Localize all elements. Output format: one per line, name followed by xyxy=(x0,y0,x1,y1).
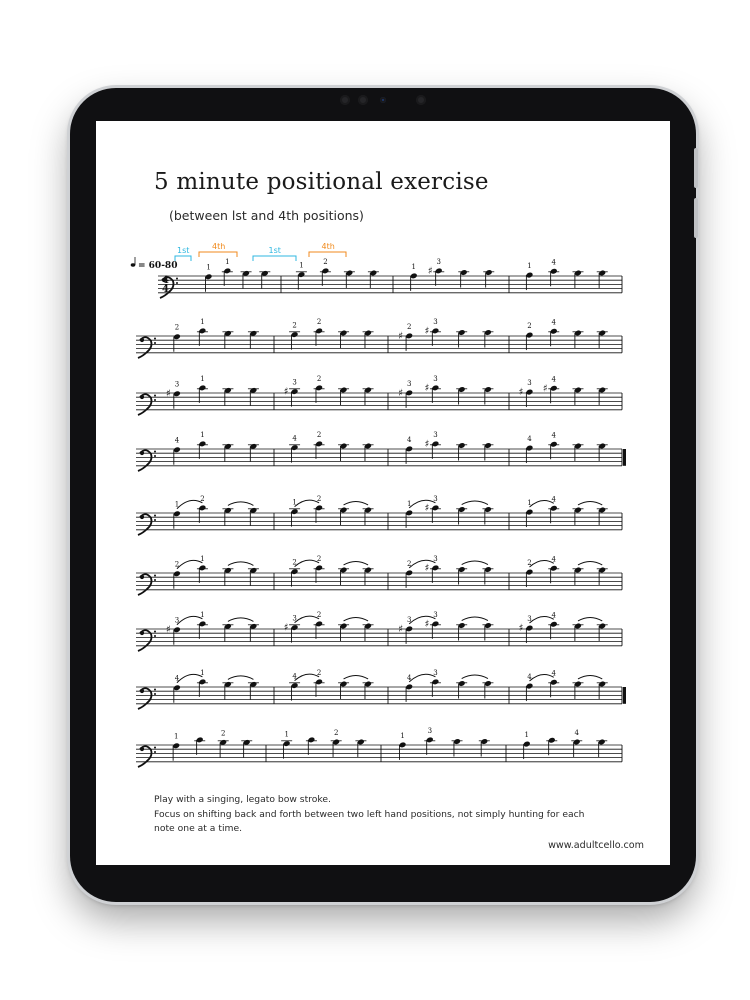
fingering-number: 4 xyxy=(551,318,557,327)
bass-clef-dot xyxy=(154,689,156,691)
fingering-number: 1 xyxy=(400,731,405,740)
fingering-number: 4 xyxy=(551,258,557,267)
fingering-number: 1 xyxy=(200,430,205,439)
sharp-sign: ♯ xyxy=(424,562,430,574)
time-signature-bottom: 4 xyxy=(162,284,169,295)
fingering-number: 3 xyxy=(433,610,438,619)
fingering-number: 4 xyxy=(574,728,580,737)
fingering-number: 4 xyxy=(551,669,557,678)
bass-clef-dot xyxy=(154,515,156,517)
slur-mark xyxy=(174,674,203,683)
fingering-number: 4 xyxy=(551,375,557,384)
fingering-number: 4 xyxy=(292,672,297,681)
fingering-number: 2 xyxy=(406,322,412,331)
fingering-number: 1 xyxy=(527,262,532,271)
fingering-number: 3 xyxy=(433,668,438,677)
final-barline xyxy=(623,687,626,704)
slur-mark xyxy=(406,499,435,508)
bass-clef-dot xyxy=(140,575,144,579)
fingering-number: 4 xyxy=(406,435,412,444)
fingering-number: 1 xyxy=(527,499,532,508)
slur-mark xyxy=(578,617,602,621)
fingering-number: 2 xyxy=(316,494,322,503)
fingering-number: 2 xyxy=(333,728,339,737)
volume-up-button[interactable] xyxy=(694,148,698,188)
instruction-line: Focus on shifting back and forth between two left hand positions, not simply hunting for each xyxy=(154,808,585,820)
fingering-number: 2 xyxy=(316,554,322,563)
slur-mark xyxy=(228,562,254,566)
fingering-number: 1 xyxy=(292,498,297,507)
fingering-number: 3 xyxy=(406,379,412,388)
final-barline xyxy=(623,449,626,466)
bass-clef-dot xyxy=(154,751,156,753)
fingering-number: 2 xyxy=(174,323,180,332)
staff-system xyxy=(136,375,622,415)
fingering-number: 2 xyxy=(316,610,322,619)
fingering-number: 2 xyxy=(316,317,322,326)
sharp-sign: ♯ xyxy=(165,388,171,400)
position-label: 1st xyxy=(177,246,190,255)
page-subtitle: (between lst and 4th positions) xyxy=(169,208,364,223)
slur-mark xyxy=(174,500,203,509)
slur-mark xyxy=(174,560,203,569)
bass-clef-dot xyxy=(140,338,144,342)
staff-system xyxy=(136,669,626,709)
bass-clef-dot xyxy=(176,278,178,280)
fingering-number: 3 xyxy=(427,726,433,735)
slur-mark xyxy=(344,675,369,679)
slur-mark xyxy=(406,615,435,624)
camera-lens-icon xyxy=(340,95,350,105)
position-label: 4th xyxy=(212,242,226,251)
slur-mark xyxy=(462,501,488,505)
sharp-sign: ♯ xyxy=(398,387,404,399)
staff-system xyxy=(136,727,622,767)
bass-clef-dot xyxy=(140,451,144,455)
sharp-sign: ♯ xyxy=(427,265,433,277)
bass-clef-dot xyxy=(140,747,144,751)
fingering-number: 2 xyxy=(316,374,322,383)
fingering-number: 3 xyxy=(527,615,532,624)
fingering-number: 4 xyxy=(551,555,557,564)
fingering-number: 4 xyxy=(527,435,532,444)
staff-system xyxy=(136,555,622,595)
fingering-number: 2 xyxy=(174,560,180,569)
fingering-number: 4 xyxy=(551,611,557,620)
fingering-number: 3 xyxy=(292,378,297,387)
bass-clef-dot xyxy=(176,282,178,284)
slur-mark xyxy=(529,617,553,624)
fingering-number: 4 xyxy=(551,495,557,504)
slur-mark xyxy=(228,676,254,680)
bass-clef-dot xyxy=(154,342,156,344)
fingering-number: 4 xyxy=(551,431,557,440)
fingering-number: 2 xyxy=(221,729,226,738)
fingering-number: 1 xyxy=(174,732,179,741)
bass-clef-dot xyxy=(154,455,156,457)
fingering-number: 3 xyxy=(527,379,532,388)
staff-system xyxy=(136,318,622,358)
fingering-number: 1 xyxy=(284,730,289,739)
camera-bar xyxy=(330,93,440,107)
slur-mark xyxy=(529,501,553,508)
fingering-number: 1 xyxy=(200,374,205,383)
sensor-icon xyxy=(358,95,368,105)
staff-system xyxy=(136,431,626,471)
sharp-sign: ♯ xyxy=(398,623,404,635)
slur-mark xyxy=(295,500,320,507)
fingering-number: 2 xyxy=(200,494,205,503)
instruction-line: Play with a singing, legato bow stroke. xyxy=(154,794,331,805)
fingering-number: 1 xyxy=(200,610,205,619)
bass-clef-dot xyxy=(154,575,156,577)
slur-mark xyxy=(406,559,435,568)
slur-mark xyxy=(295,560,320,567)
staff-system xyxy=(158,258,622,298)
fingering-number: 3 xyxy=(433,430,438,439)
position-bracket xyxy=(199,252,237,257)
slur-mark xyxy=(578,561,602,565)
slur-mark xyxy=(462,617,488,621)
fingering-number: 1 xyxy=(299,261,304,270)
bass-clef-dot xyxy=(154,399,156,401)
volume-down-button[interactable] xyxy=(694,198,698,238)
page-title: 5 minute positional exercise xyxy=(154,169,489,195)
bass-clef-dot xyxy=(154,747,156,749)
fingering-number: 2 xyxy=(292,558,297,567)
position-label: 4th xyxy=(321,242,335,251)
position-label: 1st xyxy=(268,246,281,255)
slur-mark xyxy=(174,616,203,625)
slur-mark xyxy=(295,674,320,681)
fingering-number: 1 xyxy=(200,317,205,326)
slur-mark xyxy=(578,675,602,679)
fingering-number: 3 xyxy=(292,614,297,623)
bass-clef-dot xyxy=(154,395,156,397)
slur-mark xyxy=(462,561,488,565)
bass-clef-dot xyxy=(154,338,156,340)
fingering-number: 4 xyxy=(174,674,180,683)
fingering-number: 3 xyxy=(433,494,438,503)
sharp-sign: ♯ xyxy=(283,622,289,634)
bass-clef-dot xyxy=(154,635,156,637)
fingering-number: 3 xyxy=(406,615,412,624)
fingering-number: 3 xyxy=(433,554,438,563)
sharp-sign: ♯ xyxy=(424,382,430,394)
sharp-sign: ♯ xyxy=(518,623,524,635)
slur-mark xyxy=(344,561,369,565)
bass-clef-dot xyxy=(154,693,156,695)
instructions-block xyxy=(154,793,634,837)
sharp-sign: ♯ xyxy=(283,386,289,398)
staff-system xyxy=(136,495,622,535)
bass-clef-dot xyxy=(140,395,144,399)
fingering-number: 2 xyxy=(323,257,328,266)
fingering-number: 1 xyxy=(174,500,180,509)
sheet-music-page xyxy=(96,121,670,865)
fingering-number: 2 xyxy=(316,430,322,439)
fingering-number: 3 xyxy=(436,257,442,266)
slur-mark xyxy=(344,501,369,505)
bass-clef-dot xyxy=(154,519,156,521)
fingering-number: 1 xyxy=(406,499,412,508)
time-signature-top: 4 xyxy=(162,275,169,286)
slur-mark xyxy=(228,502,254,506)
front-camera-icon xyxy=(380,97,386,103)
slur-mark xyxy=(295,616,320,623)
fingering-number: 2 xyxy=(292,321,297,330)
fingering-number: 2 xyxy=(527,322,532,331)
fingering-number: 4 xyxy=(292,434,297,443)
tempo-marking: = 60-80 xyxy=(138,261,178,271)
bass-clef-dot xyxy=(140,689,144,693)
bass-clef-dot xyxy=(154,451,156,453)
music-score xyxy=(96,121,670,865)
face-id-sensor-icon xyxy=(416,95,426,105)
sharp-sign: ♯ xyxy=(165,624,171,636)
sharp-sign: ♯ xyxy=(398,330,404,342)
fingering-number: 1 xyxy=(524,731,530,740)
fingering-number: 3 xyxy=(174,616,180,625)
sharp-sign: ♯ xyxy=(542,383,548,395)
sharp-sign: ♯ xyxy=(424,325,430,337)
fingering-number: 1 xyxy=(411,262,417,271)
sharp-sign: ♯ xyxy=(518,387,524,399)
fingering-number: 4 xyxy=(174,436,180,445)
fingering-number: 2 xyxy=(316,668,322,677)
sharp-sign: ♯ xyxy=(424,502,430,514)
website-link[interactable]: www.adultcello.com xyxy=(548,840,644,851)
slur-mark xyxy=(344,617,369,621)
fingering-number: 2 xyxy=(406,559,412,568)
bass-clef-dot xyxy=(140,515,144,519)
instruction-line: note one at a time. xyxy=(154,823,243,835)
fingering-number: 1 xyxy=(200,668,205,677)
fingering-number: 2 xyxy=(527,559,532,568)
fingering-number: 4 xyxy=(406,673,412,682)
fingering-number: 4 xyxy=(527,673,532,682)
fingering-number: 1 xyxy=(206,263,211,272)
fingering-number: 3 xyxy=(433,374,438,383)
bass-clef-dot xyxy=(140,631,144,635)
staff-system xyxy=(136,611,622,651)
sharp-sign: ♯ xyxy=(424,438,430,450)
slur-mark xyxy=(406,673,435,682)
slur-mark xyxy=(462,675,488,679)
slur-mark xyxy=(529,561,553,568)
slur-mark xyxy=(529,675,553,682)
bass-clef-dot xyxy=(154,631,156,633)
fingering-number: 3 xyxy=(174,380,180,389)
fingering-number: 3 xyxy=(433,317,438,326)
sharp-sign: ♯ xyxy=(424,618,430,630)
bass-clef-dot xyxy=(154,579,156,581)
position-bracket xyxy=(309,252,346,257)
slur-mark xyxy=(228,618,254,622)
position-bracket xyxy=(253,256,296,261)
slur-mark xyxy=(578,501,602,505)
fingering-number: 1 xyxy=(200,554,205,563)
fingering-number: 1 xyxy=(225,257,230,266)
